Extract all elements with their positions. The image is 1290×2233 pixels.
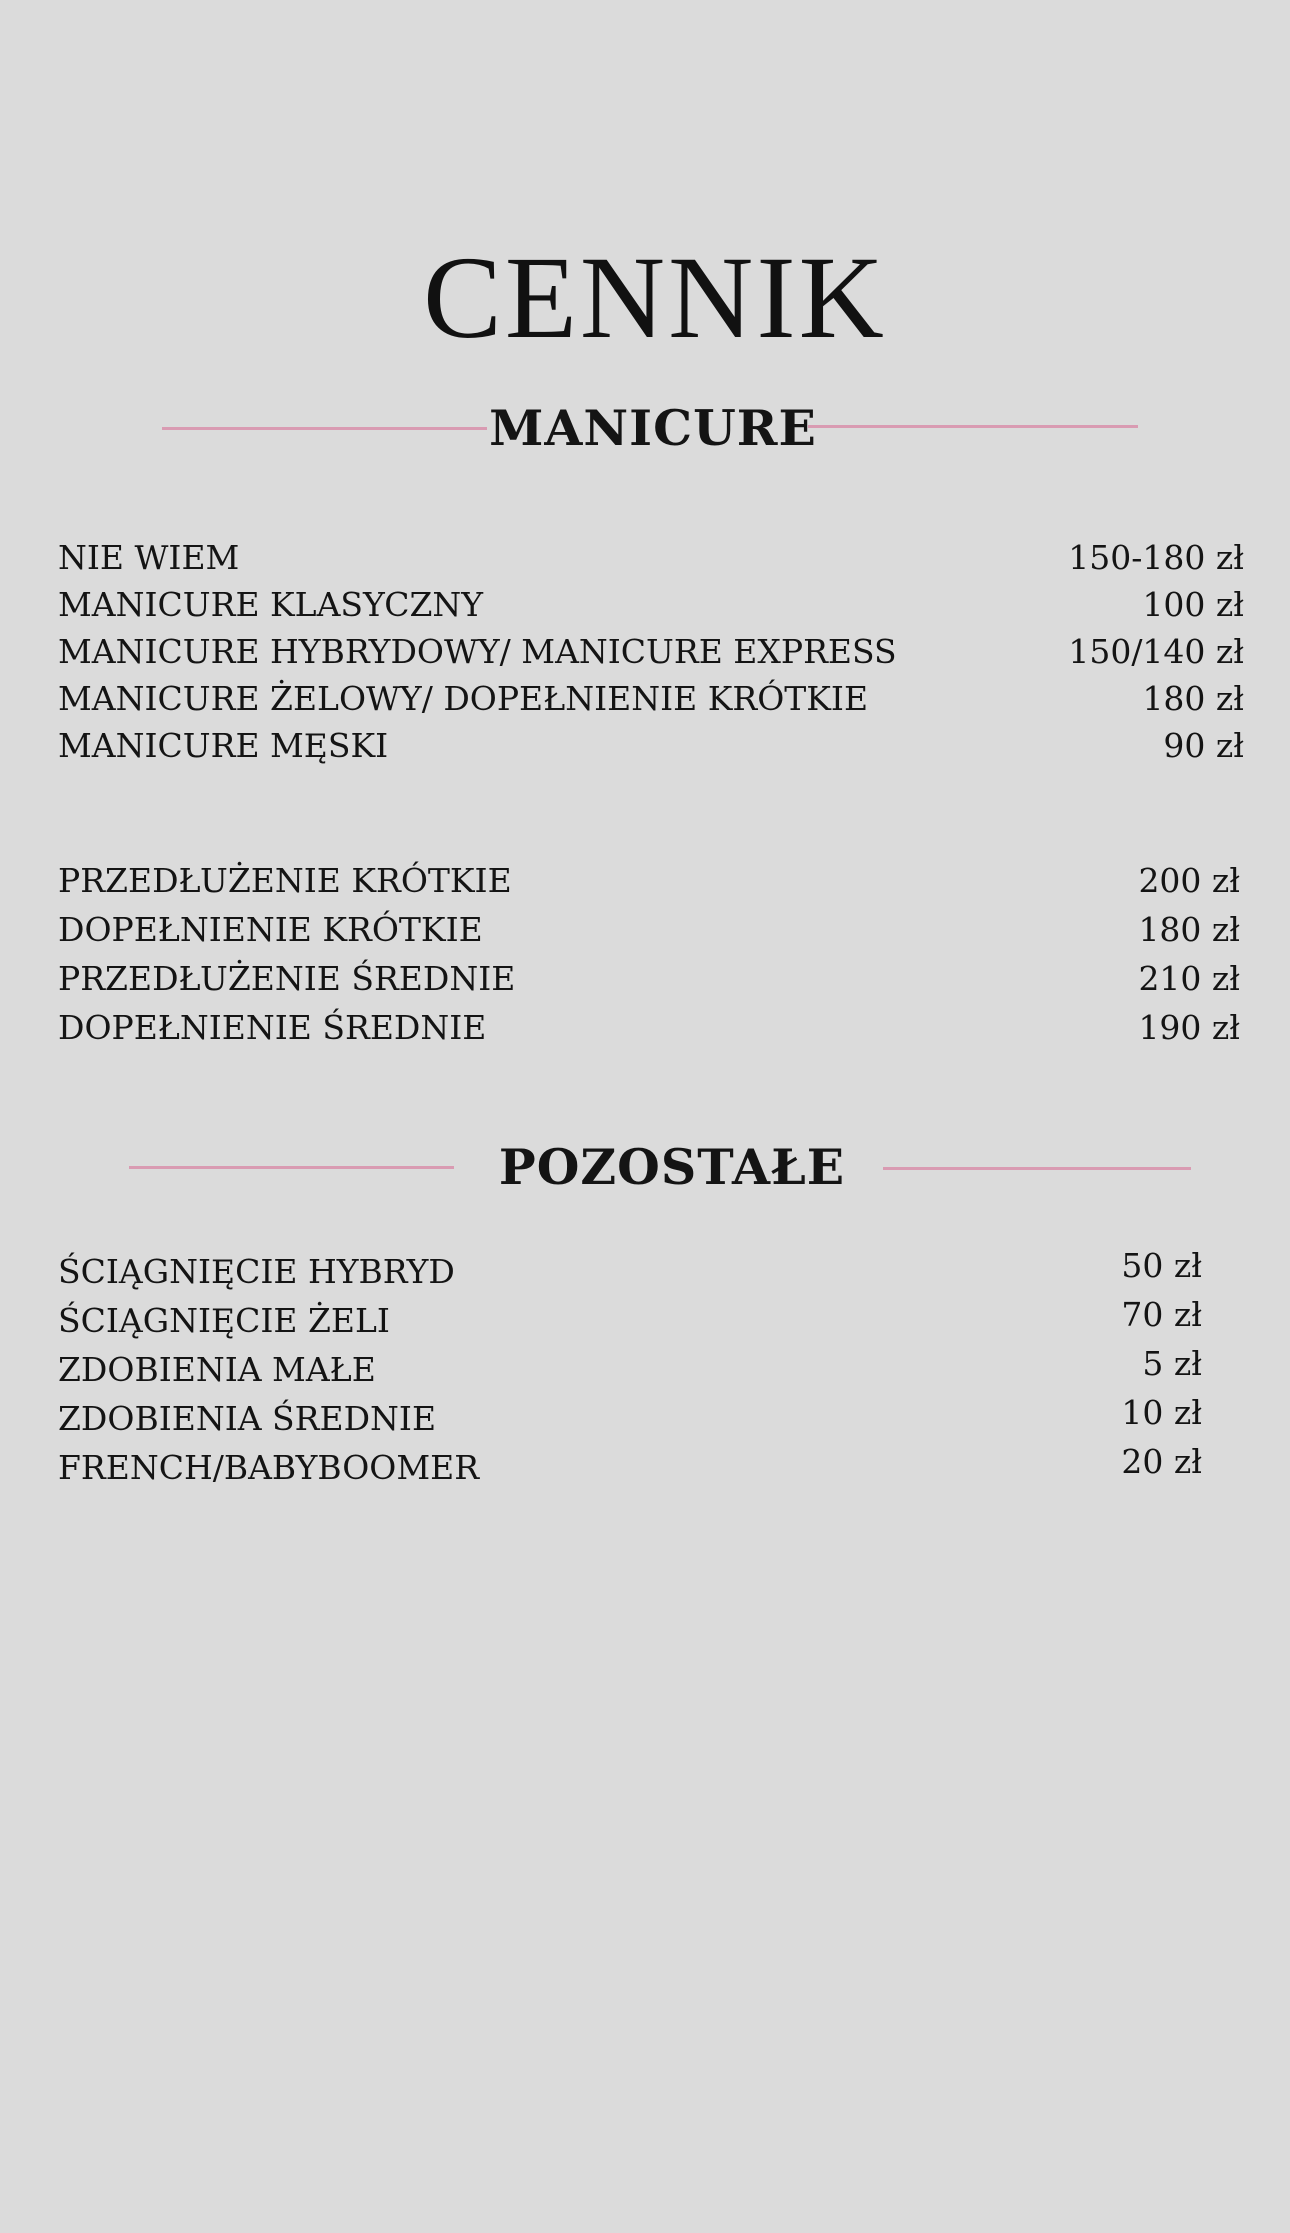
price-list-other — [58, 1241, 1202, 1486]
service-price: 50 zł — [1121, 1246, 1202, 1285]
service-name: DOPEŁNIENIE ŚREDNIE — [58, 1008, 487, 1047]
service-price: 5 zł — [1142, 1344, 1202, 1383]
service-name: ZDOBIENIA MAŁE — [58, 1350, 376, 1389]
list-item — [58, 534, 1244, 581]
service-name: MANICURE MĘSKI — [58, 726, 389, 765]
price-list-extensions — [58, 856, 1240, 1052]
section-heading-label: POZOSTAŁE — [498, 1138, 846, 1196]
service-name: FRENCH/BABYBOOMER — [58, 1448, 480, 1487]
service-price: 70 zł — [1121, 1295, 1202, 1334]
section-heading-pozostale — [0, 1132, 1290, 1202]
list-item — [58, 722, 1244, 769]
section-heading-label: MANICURE — [489, 399, 817, 457]
service-price: 90 zł — [1163, 726, 1244, 765]
service-name: MANICURE KLASYCZNY — [58, 585, 484, 624]
list-item — [58, 675, 1244, 722]
list-item — [58, 1290, 1202, 1339]
service-price: 150/140 zł — [1068, 632, 1244, 671]
service-name: ŚCIĄGNIĘCIE ŻELI — [58, 1301, 390, 1340]
section-heading-manicure — [0, 393, 1290, 463]
list-item — [58, 581, 1244, 628]
list-item — [58, 905, 1240, 954]
list-item — [58, 628, 1244, 675]
service-price: 200 zł — [1138, 861, 1240, 900]
list-item — [58, 954, 1240, 1003]
service-price: 150-180 zł — [1068, 538, 1244, 577]
list-item — [58, 1003, 1240, 1052]
service-name: MANICURE HYBRYDOWY/ MANICURE EXPRESS — [58, 632, 897, 671]
service-price: 20 zł — [1121, 1442, 1202, 1481]
service-name: ZDOBIENIA ŚREDNIE — [58, 1399, 437, 1438]
service-name: PRZEDŁUŻENIE KRÓTKIE — [58, 861, 512, 900]
list-item — [58, 1388, 1202, 1437]
service-price: 180 zł — [1138, 910, 1240, 949]
service-name: PRZEDŁUŻENIE ŚREDNIE — [58, 959, 516, 998]
service-price: 10 zł — [1121, 1393, 1202, 1432]
list-item — [58, 1339, 1202, 1388]
list-item — [58, 1437, 1202, 1486]
service-price: 180 zł — [1142, 679, 1244, 718]
price-list-manicure — [58, 534, 1244, 769]
service-name: MANICURE ŻELOWY/ DOPEŁNIENIE KRÓTKIE — [58, 679, 869, 718]
service-name: DOPEŁNIENIE KRÓTKIE — [58, 910, 483, 949]
service-price: 100 zł — [1142, 585, 1244, 624]
service-name: NIE WIEM — [58, 538, 240, 577]
service-price: 210 zł — [1138, 959, 1240, 998]
service-price: 190 zł — [1138, 1008, 1240, 1047]
page-title: CENNIK — [423, 232, 887, 363]
list-item — [58, 1241, 1202, 1290]
list-item — [58, 856, 1240, 905]
service-name: ŚCIĄGNIĘCIE HYBRYD — [58, 1252, 455, 1291]
